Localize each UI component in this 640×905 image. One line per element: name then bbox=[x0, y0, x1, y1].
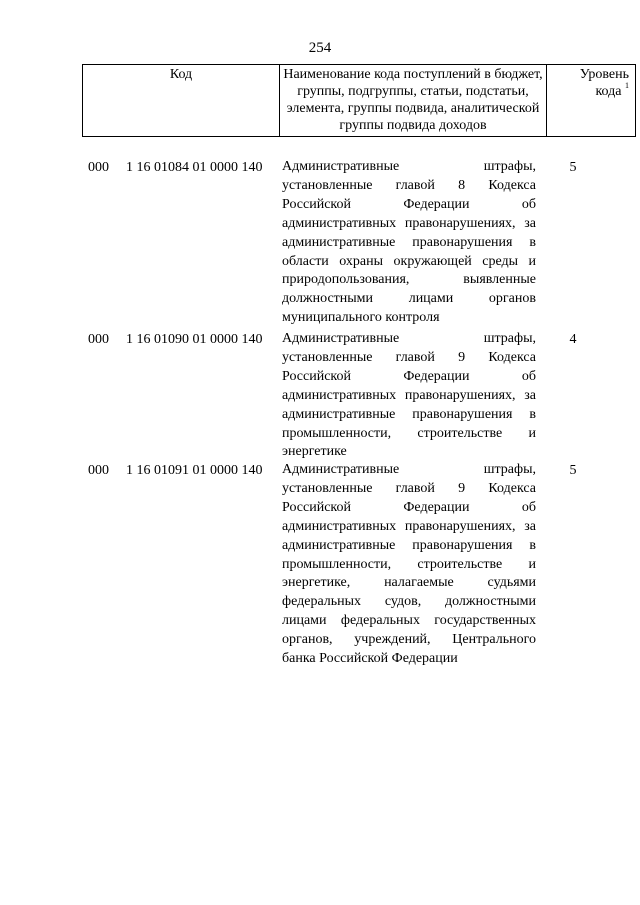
code-level: 5 bbox=[569, 463, 577, 478]
budget-code: 1 16 01084 01 0000 140 bbox=[126, 160, 263, 175]
revenue-name: Административные штрафы, установленные главой 9 Кодекса Российской Федерации об административных правонарушениях, за административные правонарушения в промышленности, строительстве и энергетике, налагаемые судьями федеральных судов, должностными лицами федеральных государственных органов, учреждений, Центрального банка Российской Федерации bbox=[282, 462, 536, 667]
revenue-name: Административные штрафы, установленные главой 9 Кодекса Российской Федерации об административных правонарушениях, за административные правонарушения в промышленности, строительстве и энергетике bbox=[282, 331, 536, 460]
code-level: 4 bbox=[569, 332, 577, 347]
table-row bbox=[82, 158, 610, 330]
table-row bbox=[82, 330, 610, 461]
code-level: 5 bbox=[569, 160, 577, 175]
table-header bbox=[82, 64, 636, 137]
header-level-label: Уровень кода bbox=[579, 67, 629, 99]
header-level bbox=[547, 65, 636, 137]
page-number: 254 bbox=[308, 40, 332, 56]
table-row bbox=[82, 461, 610, 669]
header-name: Наименование кода поступлений в бюджет, группы, подгруппы, статьи, подстатьи, элемента, группы подвида, аналитической группы подвида доходов bbox=[280, 65, 547, 137]
header-code: Код bbox=[83, 65, 280, 137]
revenue-name: Административные штрафы, установленные главой 8 Кодекса Российской Федерации об административных правонарушениях, за административные правонарушения в области охраны окружающей среды и природопользования, выявленные должностными лицами органов муниципального контроля bbox=[282, 159, 536, 326]
budget-code: 1 16 01090 01 0000 140 bbox=[126, 332, 263, 347]
admin-code: 000 bbox=[88, 160, 109, 175]
admin-code: 000 bbox=[88, 332, 109, 347]
header-level-footnote: 1 bbox=[625, 81, 629, 90]
admin-code: 000 bbox=[88, 463, 109, 478]
budget-code: 1 16 01091 01 0000 140 bbox=[126, 463, 263, 478]
table-body bbox=[82, 158, 610, 669]
